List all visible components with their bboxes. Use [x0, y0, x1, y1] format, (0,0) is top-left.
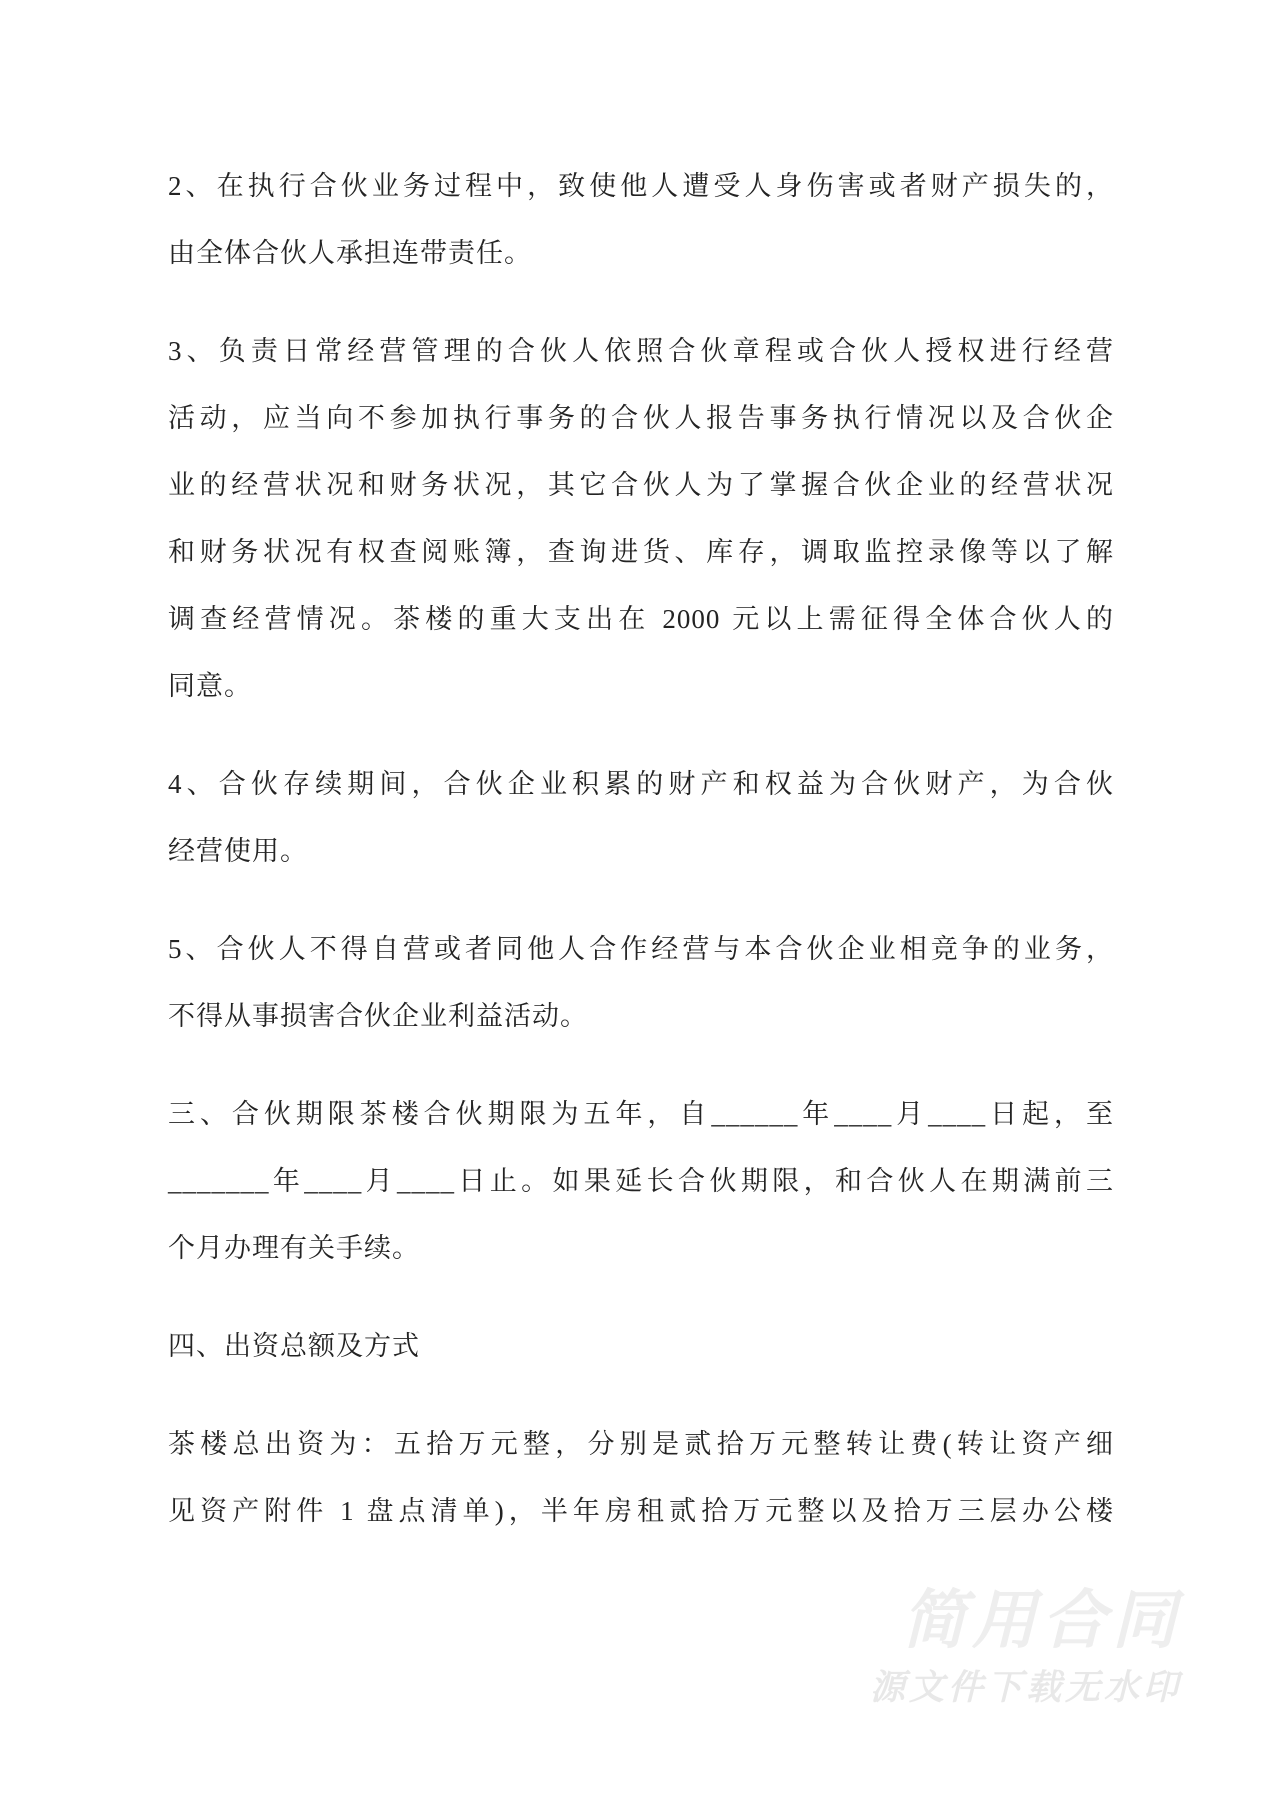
- section-3-line-with-date-blanks: _______年____月____日止。如果延长合伙期限，和合伙人在期满前三: [168, 1166, 1114, 1196]
- clause-3-paragraph: [168, 318, 1114, 720]
- clause-5-line: 5、合伙人不得自营或者同他人合作经营与本合伙企业相竞争的业务，: [168, 934, 1114, 964]
- section-3-line: 个月办理有关手续。: [168, 1233, 420, 1263]
- clause-4-line: 经营使用。: [168, 836, 308, 866]
- clause-3-line: 调查经营情况。茶楼的重大支出在 2000 元以上需征得全体合伙人的: [168, 604, 1114, 634]
- clause-3-line: 活动，应当向不参加执行事务的合伙人报告事务执行情况以及合伙企: [168, 403, 1114, 433]
- section-4-heading-line: 四、出资总额及方式: [168, 1331, 420, 1361]
- clause-5-line: 不得从事损害合伙企业利益活动。: [168, 1001, 588, 1031]
- capital-contribution-paragraph: [168, 1411, 1114, 1545]
- capital-contribution-line: 见资产附件 1 盘点清单)，半年房租贰拾万元整以及拾万三层办公楼: [168, 1496, 1114, 1526]
- section-3-line-with-date-blanks: 三、合伙期限茶楼合伙期限为五年，自______年____月____日起，至: [168, 1099, 1114, 1129]
- site-watermark: [869, 1584, 1182, 1707]
- clause-4-line: 4、合伙存续期间，合伙企业积累的财产和权益为合伙财产，为合伙: [168, 769, 1114, 799]
- clause-2-paragraph: [168, 153, 1114, 287]
- clause-3-line: 和财务状况有权查阅账簿，查询进货、库存，调取监控录像等以了解: [168, 537, 1114, 567]
- clause-3-line: 业的经营状况和财务状况，其它合伙人为了掌握合伙企业的经营状况: [168, 470, 1114, 500]
- section-3-partnership-term-paragraph: [168, 1081, 1114, 1282]
- capital-contribution-line: 茶楼总出资为：五拾万元整，分别是贰拾万元整转让费(转让资产细: [168, 1429, 1114, 1459]
- watermark-tagline-text: 源文件下载无水印: [869, 1668, 1182, 1707]
- clause-5-paragraph: [168, 916, 1114, 1050]
- contract-body-text: [168, 153, 1114, 1576]
- section-4-heading: [168, 1313, 1114, 1380]
- watermark-brand-text: 简用合同: [902, 1584, 1182, 1656]
- clause-2-line: 由全体合伙人承担连带责任。: [168, 238, 532, 268]
- clause-2-line: 2、在执行合伙业务过程中，致使他人遭受人身伤害或者财产损失的，: [168, 171, 1114, 201]
- clause-3-line: 3、负责日常经营管理的合伙人依照合伙章程或合伙人授权进行经营: [168, 336, 1114, 366]
- clause-4-paragraph: [168, 751, 1114, 885]
- clause-3-line: 同意。: [168, 671, 252, 701]
